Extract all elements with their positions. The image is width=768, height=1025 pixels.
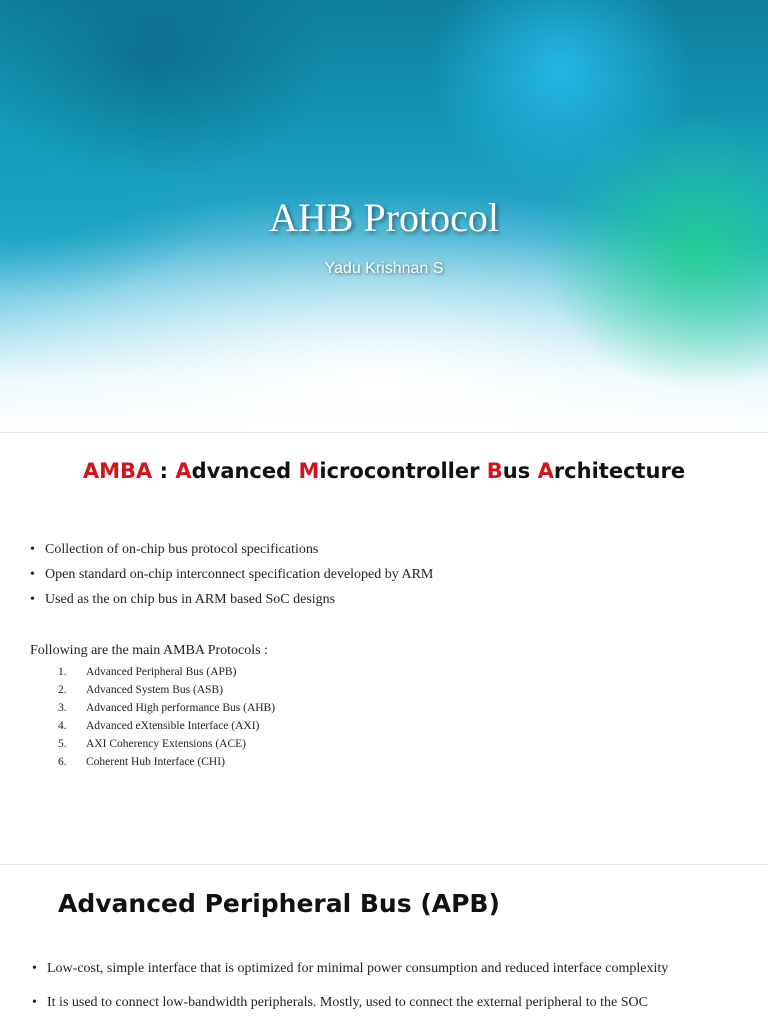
heading-part: : (152, 459, 176, 483)
protocol-name: Coherent Hub Interface (CHI) (86, 756, 225, 768)
bullet-icon: • (32, 961, 37, 976)
protocol-number: 5. (58, 738, 67, 750)
protocol-item (58, 717, 275, 735)
bullet-item (32, 960, 722, 977)
protocol-number: 3. (58, 702, 67, 714)
heading-part: us (502, 459, 538, 483)
protocol-number: 1. (58, 666, 67, 678)
bullet-text: Low-cost, simple interface that is optimized for minimal power consumption and reduced interface complexity (47, 961, 669, 976)
heading-part: A (175, 459, 192, 483)
bullet-item (30, 591, 750, 609)
protocol-name: Advanced Peripheral Bus (APB) (86, 666, 237, 678)
bullet-text: Used as the on chip bus in ARM based SoC designs (45, 592, 336, 607)
protocol-number: 6. (58, 756, 67, 768)
heading-part: M (298, 459, 320, 483)
bullet-text: It is used to connect low-bandwidth peripherals. Mostly, used to connect the external peripheral to the SOC (47, 995, 648, 1010)
protocol-name: Advanced High performance Bus (AHB) (86, 702, 276, 714)
amba-heading (0, 459, 768, 483)
bullet-item (32, 994, 722, 1011)
apb-slide (0, 864, 768, 1025)
protocol-name: AXI Coherency Extensions (ACE) (86, 738, 247, 750)
heading-part: dvanced (191, 459, 299, 483)
bullet-icon: • (30, 542, 35, 557)
protocol-number: 2. (58, 684, 67, 696)
protocol-name: Advanced eXtensible Interface (AXI) (86, 720, 260, 732)
bullet-icon: • (30, 567, 35, 582)
presentation-title: AHB Protocol (269, 195, 499, 240)
heading-part: B (486, 459, 503, 483)
heading-part: icrocontroller (319, 459, 487, 483)
heading-part: A (537, 459, 554, 483)
protocols-intro: Following are the main AMBA Protocols : (30, 643, 268, 658)
protocol-item (58, 753, 275, 771)
apb-heading: Advanced Peripheral Bus (APB) (58, 889, 500, 918)
amba-slide (0, 432, 768, 865)
protocol-item (58, 663, 275, 681)
bullet-icon: • (30, 592, 35, 607)
apb-bullet-list (32, 960, 722, 1025)
protocol-name: Advanced System Bus (ASB) (86, 684, 224, 696)
bullet-text: Collection of on-chip bus protocol specifications (45, 542, 319, 557)
bullet-icon: • (32, 995, 37, 1010)
bullet-item (30, 541, 750, 559)
protocol-list (58, 663, 275, 771)
title-slide (0, 0, 768, 432)
presentation-author: Yadu Krishnan S (324, 260, 444, 277)
heading-part: rchitecture (553, 459, 686, 483)
protocol-item (58, 681, 275, 699)
protocol-number: 4. (58, 720, 67, 732)
protocol-item (58, 735, 275, 753)
heading-part: AMBA (82, 459, 153, 483)
bullet-item (30, 566, 750, 584)
amba-bullet-list (30, 541, 750, 616)
protocol-item (58, 699, 275, 717)
bullet-text: Open standard on-chip interconnect specification developed by ARM (45, 567, 434, 582)
